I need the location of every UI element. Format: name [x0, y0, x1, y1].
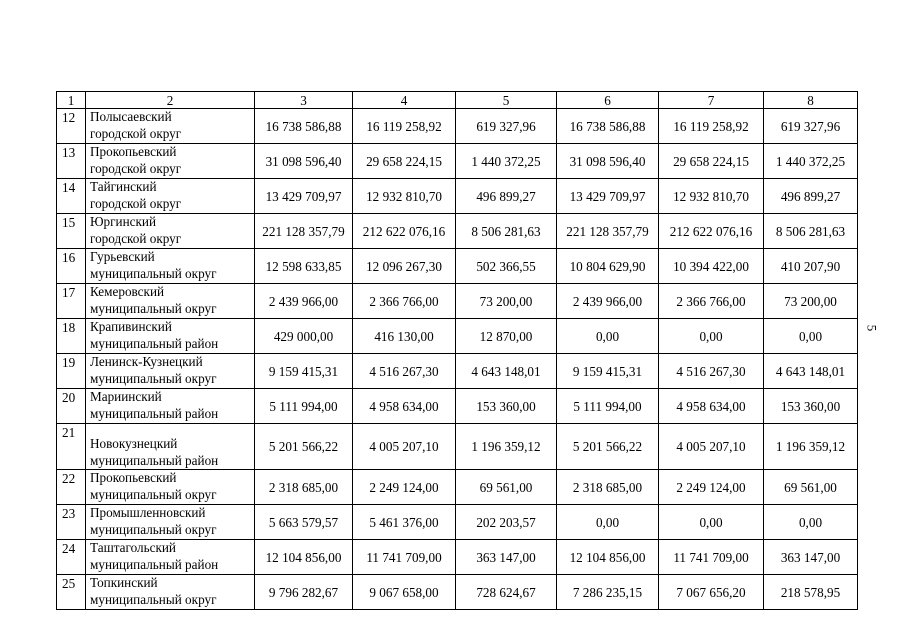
budget-table	[56, 91, 858, 610]
header-cell: 4	[353, 92, 456, 109]
row-number: 19	[57, 354, 86, 389]
header-cell: 5	[456, 92, 557, 109]
value-cell: 12 104 856,00	[255, 540, 353, 575]
value-cell: 4 516 267,30	[659, 354, 764, 389]
municipality-name-line: муниципальный район	[90, 556, 219, 572]
value-cell: 502 366,55	[456, 249, 557, 284]
value-cell: 218 578,95	[764, 575, 858, 610]
row-number: 14	[57, 179, 86, 214]
table-row	[57, 505, 858, 540]
value-cell: 619 327,96	[456, 109, 557, 144]
header-cell: 2	[86, 92, 255, 109]
header-cell: 1	[57, 92, 86, 109]
table-row	[57, 249, 858, 284]
value-cell: 363 147,00	[456, 540, 557, 575]
value-cell: 29 658 224,15	[659, 144, 764, 179]
value-cell: 9 796 282,67	[255, 575, 353, 610]
row-number: 18	[57, 319, 86, 354]
value-cell: 69 561,00	[764, 470, 858, 505]
municipality-name-line: городской округ	[90, 195, 182, 211]
municipality-name-line: Гурьевский	[90, 249, 155, 264]
value-cell: 29 658 224,15	[353, 144, 456, 179]
value-cell: 619 327,96	[764, 109, 858, 144]
value-cell: 1 440 372,25	[764, 144, 858, 179]
municipality-name-line: Ленинск-Кузнецкий	[90, 354, 203, 369]
value-cell: 13 429 709,97	[255, 179, 353, 214]
header-cell: 3	[255, 92, 353, 109]
value-cell: 4 958 634,00	[353, 389, 456, 424]
municipality-name-line: муниципальный округ	[90, 521, 217, 537]
value-cell: 5 461 376,00	[353, 505, 456, 540]
municipality-name-line: муниципальный округ	[90, 486, 217, 502]
value-cell: 5 111 994,00	[255, 389, 353, 424]
row-number: 24	[57, 540, 86, 575]
municipality-name-line: Прокопьевский	[90, 470, 177, 485]
value-cell: 13 429 709,97	[557, 179, 659, 214]
value-cell: 728 624,67	[456, 575, 557, 610]
municipality-name-line: Полысаевский	[90, 109, 172, 124]
header-cell: 6	[557, 92, 659, 109]
municipality-name-line: муниципальный район	[90, 335, 219, 351]
municipality-name-line: городской округ	[90, 125, 182, 141]
municipality-name	[86, 249, 255, 284]
table-row	[57, 214, 858, 249]
value-cell: 5 201 566,22	[255, 424, 353, 470]
municipality-name-line: муниципальный округ	[90, 370, 217, 386]
value-cell: 0,00	[764, 505, 858, 540]
row-number: 17	[57, 284, 86, 319]
table-row	[57, 179, 858, 214]
municipality-name-line: Тайгинский	[90, 179, 157, 194]
municipality-name-line: муниципальный район	[90, 405, 219, 421]
municipality-name	[86, 214, 255, 249]
value-cell: 12 096 267,30	[353, 249, 456, 284]
municipality-name-line: муниципальный район	[90, 452, 219, 468]
value-cell: 221 128 357,79	[255, 214, 353, 249]
row-number: 23	[57, 505, 86, 540]
municipality-name-line: Топкинский	[90, 575, 158, 590]
municipality-name	[86, 319, 255, 354]
value-cell: 212 622 076,16	[353, 214, 456, 249]
row-number: 12	[57, 109, 86, 144]
municipality-name-line: городской округ	[90, 160, 182, 176]
value-cell: 0,00	[557, 319, 659, 354]
value-cell: 16 119 258,92	[659, 109, 764, 144]
table-row	[57, 389, 858, 424]
municipality-name-line: муниципальный округ	[90, 265, 217, 281]
municipality-name-line: Мариинский	[90, 389, 162, 404]
value-cell: 7 067 656,20	[659, 575, 764, 610]
value-cell: 5 111 994,00	[557, 389, 659, 424]
municipality-name	[86, 284, 255, 319]
value-cell: 12 104 856,00	[557, 540, 659, 575]
value-cell: 153 360,00	[456, 389, 557, 424]
value-cell: 202 203,57	[456, 505, 557, 540]
value-cell: 12 932 810,70	[353, 179, 456, 214]
municipality-name-line: городской округ	[90, 230, 182, 246]
municipality-name	[86, 389, 255, 424]
value-cell: 2 318 685,00	[255, 470, 353, 505]
row-number: 13	[57, 144, 86, 179]
value-cell: 10 394 422,00	[659, 249, 764, 284]
row-number: 16	[57, 249, 86, 284]
municipality-name-line: Промышленновский	[90, 505, 206, 520]
table-row	[57, 319, 858, 354]
value-cell: 4 643 148,01	[764, 354, 858, 389]
value-cell: 212 622 076,16	[659, 214, 764, 249]
header-cell: 7	[659, 92, 764, 109]
value-cell: 9 159 415,31	[557, 354, 659, 389]
value-cell: 31 098 596,40	[557, 144, 659, 179]
value-cell: 1 440 372,25	[456, 144, 557, 179]
value-cell: 416 130,00	[353, 319, 456, 354]
value-cell: 12 932 810,70	[659, 179, 764, 214]
municipality-name	[86, 575, 255, 610]
value-cell: 10 804 629,90	[557, 249, 659, 284]
value-cell: 2 366 766,00	[353, 284, 456, 319]
value-cell: 4 005 207,10	[353, 424, 456, 470]
value-cell: 429 000,00	[255, 319, 353, 354]
value-cell: 153 360,00	[764, 389, 858, 424]
value-cell: 31 098 596,40	[255, 144, 353, 179]
value-cell: 12 598 633,85	[255, 249, 353, 284]
value-cell: 2 439 966,00	[557, 284, 659, 319]
municipality-name	[86, 179, 255, 214]
value-cell: 8 506 281,63	[764, 214, 858, 249]
municipality-name	[86, 354, 255, 389]
value-cell: 496 899,27	[456, 179, 557, 214]
value-cell: 2 439 966,00	[255, 284, 353, 319]
table-body	[57, 109, 858, 610]
table-row	[57, 424, 858, 470]
value-cell: 12 870,00	[456, 319, 557, 354]
value-cell: 496 899,27	[764, 179, 858, 214]
municipality-name-line: муниципальный округ	[90, 591, 217, 607]
municipality-name-line: Таштагольский	[90, 540, 176, 555]
value-cell: 4 643 148,01	[456, 354, 557, 389]
value-cell: 1 196 359,12	[764, 424, 858, 470]
municipality-name	[86, 505, 255, 540]
municipality-name-line: Крапивинский	[90, 319, 172, 334]
value-cell: 1 196 359,12	[456, 424, 557, 470]
value-cell: 73 200,00	[764, 284, 858, 319]
municipality-name	[86, 540, 255, 575]
value-cell: 2 249 124,00	[353, 470, 456, 505]
table-row	[57, 354, 858, 389]
value-cell: 4 005 207,10	[659, 424, 764, 470]
municipality-name-line: Новокузнецкий	[90, 436, 178, 451]
value-cell: 16 738 586,88	[255, 109, 353, 144]
value-cell: 9 159 415,31	[255, 354, 353, 389]
value-cell: 11 741 709,00	[353, 540, 456, 575]
municipality-name	[86, 144, 255, 179]
value-cell: 69 561,00	[456, 470, 557, 505]
value-cell: 9 067 658,00	[353, 575, 456, 610]
value-cell: 16 119 258,92	[353, 109, 456, 144]
value-cell: 0,00	[659, 505, 764, 540]
municipality-name	[86, 470, 255, 505]
row-number: 20	[57, 389, 86, 424]
municipality-name	[86, 109, 255, 144]
table-row	[57, 284, 858, 319]
table-row	[57, 540, 858, 575]
value-cell: 4 958 634,00	[659, 389, 764, 424]
row-number: 15	[57, 214, 86, 249]
municipality-name-line: Прокопьевский	[90, 144, 177, 159]
value-cell: 11 741 709,00	[659, 540, 764, 575]
value-cell: 2 249 124,00	[659, 470, 764, 505]
header-row	[57, 92, 858, 109]
row-number: 21	[57, 424, 86, 470]
table-row	[57, 144, 858, 179]
table-row	[57, 470, 858, 505]
value-cell: 73 200,00	[456, 284, 557, 319]
row-number: 25	[57, 575, 86, 610]
page-number: 5	[864, 324, 880, 332]
value-cell: 221 128 357,79	[557, 214, 659, 249]
municipality-name-line: Кемеровский	[90, 284, 165, 299]
value-cell: 2 318 685,00	[557, 470, 659, 505]
municipality-name-line: Юргинский	[90, 214, 157, 229]
municipality-name	[86, 424, 255, 470]
value-cell: 5 663 579,57	[255, 505, 353, 540]
value-cell: 2 366 766,00	[659, 284, 764, 319]
value-cell: 410 207,90	[764, 249, 858, 284]
value-cell: 7 286 235,15	[557, 575, 659, 610]
table-row	[57, 575, 858, 610]
value-cell: 363 147,00	[764, 540, 858, 575]
value-cell: 5 201 566,22	[557, 424, 659, 470]
value-cell: 0,00	[764, 319, 858, 354]
value-cell: 0,00	[557, 505, 659, 540]
table-row	[57, 109, 858, 144]
header-cell: 8	[764, 92, 858, 109]
row-number: 22	[57, 470, 86, 505]
municipality-name-line: муниципальный округ	[90, 300, 217, 316]
value-cell: 16 738 586,88	[557, 109, 659, 144]
value-cell: 8 506 281,63	[456, 214, 557, 249]
value-cell: 4 516 267,30	[353, 354, 456, 389]
value-cell: 0,00	[659, 319, 764, 354]
